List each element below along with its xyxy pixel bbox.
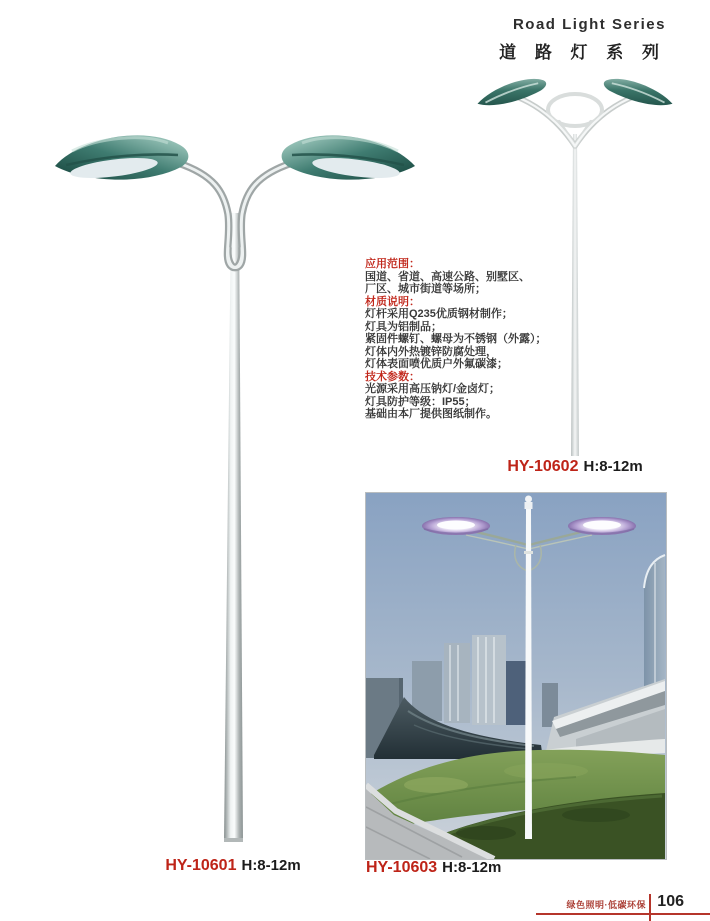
series-title-cn: 道 路 灯 系 列 xyxy=(499,43,666,62)
product-model: HY-10603 xyxy=(366,859,438,876)
description-line: 灯杆采用Q235优质钢材制作； xyxy=(365,308,513,320)
description-heading: 材质说明： xyxy=(365,295,420,308)
description-line: 灯具为铝制品； xyxy=(365,320,442,333)
description-heading: 技术参数： xyxy=(365,370,420,383)
page-header xyxy=(499,16,666,63)
photo-lamp-head-right xyxy=(568,517,636,535)
product-spec: H:8-12m xyxy=(583,458,643,475)
description-sections xyxy=(365,258,617,421)
description-line: 灯体表面喷优质户外氟碳漆； xyxy=(365,358,508,370)
lamp-pole xyxy=(224,213,243,842)
series-title-en: Road Light Series xyxy=(512,16,666,33)
product-label-hy10603 xyxy=(366,859,501,877)
building-right-tower xyxy=(644,555,665,698)
product-label-hy10602 xyxy=(455,458,695,476)
photo-lamp-head-left xyxy=(422,517,490,535)
description-line: 灯具防护等级：IP55； xyxy=(365,395,476,408)
page-footer xyxy=(520,891,710,921)
description-heading: 应用范围： xyxy=(365,258,420,270)
page-number: 106 xyxy=(657,893,684,910)
description-line: 灯体内外热镀锌防腐处理， xyxy=(365,345,497,358)
description-line: 厂区、城市街道等场所； xyxy=(365,283,486,295)
photo-scene xyxy=(366,493,666,859)
product-photo-hy10603 xyxy=(365,492,667,860)
product-model: HY-10602 xyxy=(507,458,579,475)
footer-slogan: 绿色照明·低碳环保 xyxy=(566,900,646,910)
product-model: HY-10601 xyxy=(165,857,237,874)
description-line: 国道、省道、高速公路、别墅区、 xyxy=(365,270,530,283)
footer-divider xyxy=(649,894,651,921)
product-label-hy10601 xyxy=(93,857,373,875)
product-spec: H:8-12m xyxy=(241,857,301,874)
footer-rule xyxy=(536,913,710,915)
product-spec: H:8-12m xyxy=(442,859,502,876)
lamp-head-left xyxy=(55,135,188,181)
lamp-head-right xyxy=(282,135,415,181)
description-line: 光源采用高压钠灯/金卤灯； xyxy=(365,383,501,395)
description-line: 基础由本厂提供图纸制作。 xyxy=(365,408,497,420)
description-line: 紧固件螺钉、螺母为不锈钢（外露）； xyxy=(365,333,547,345)
